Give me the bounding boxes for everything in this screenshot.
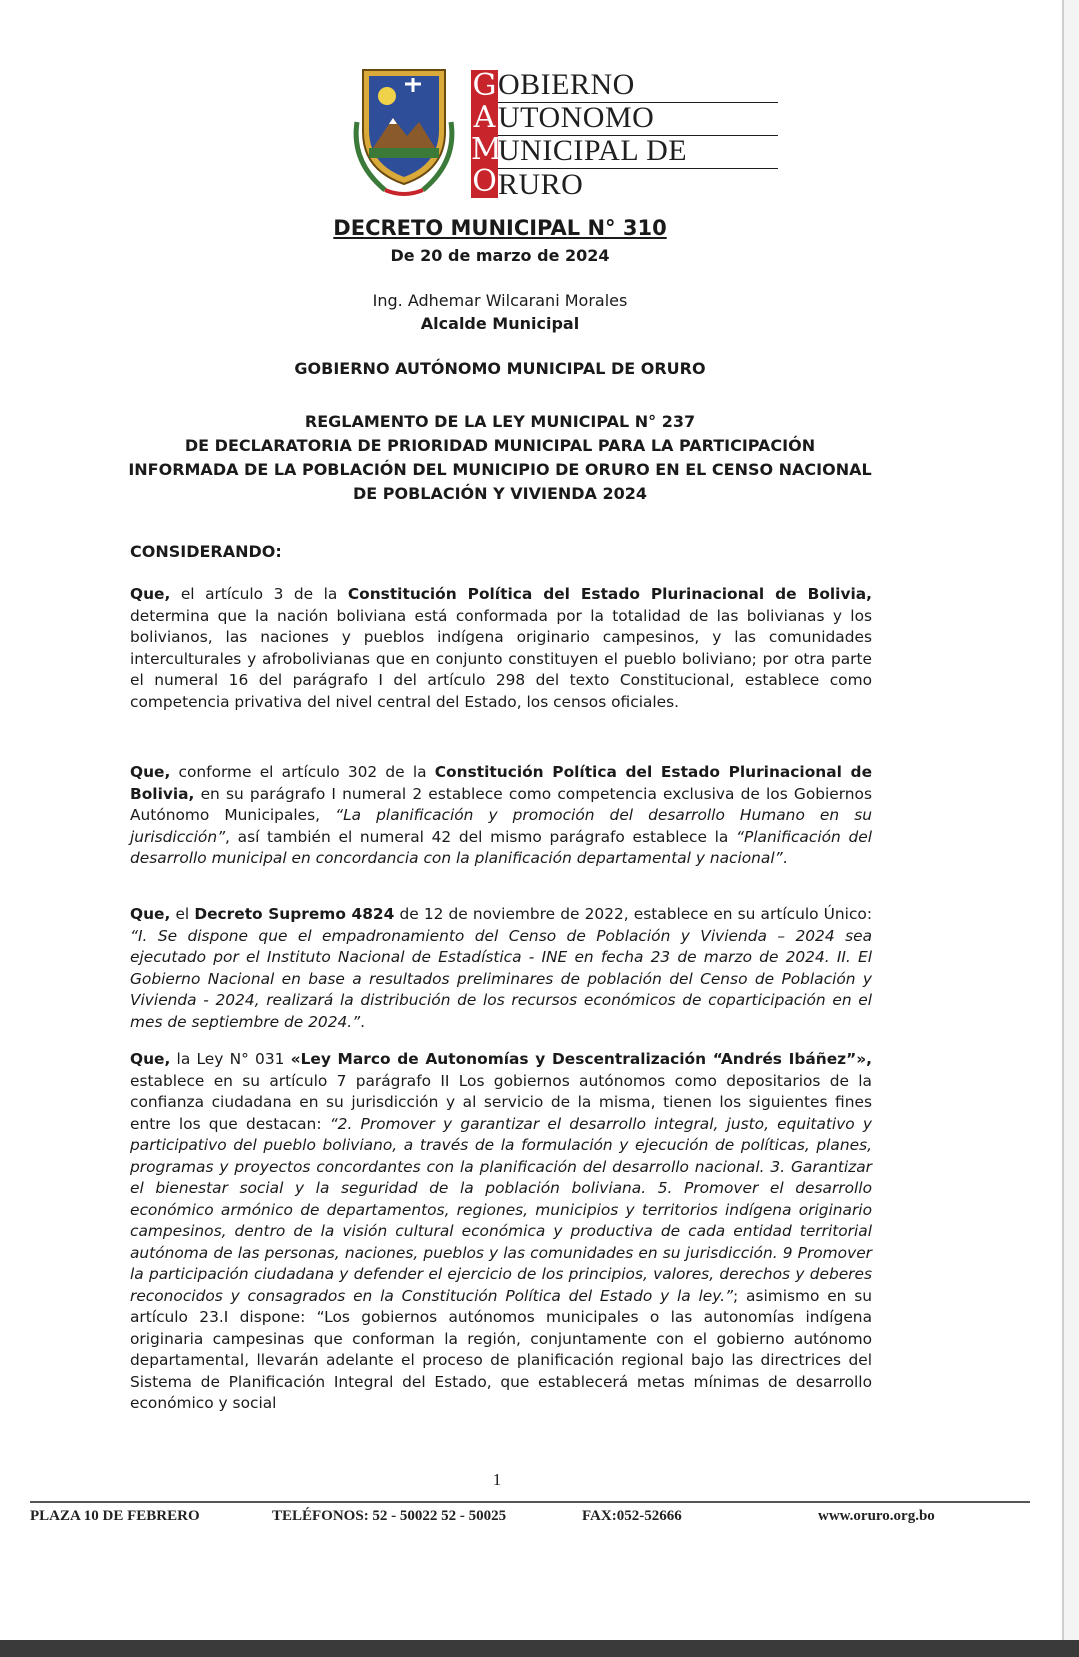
page-edge	[1064, 0, 1079, 1640]
gamo-word: RURO	[498, 168, 584, 201]
mayor-name: Ing. Adhemar Wilcarani Morales	[372, 291, 628, 310]
para-text: ; asimismo en su artículo 23.I dispone: “Los gobiernos autónomos municipales o las autonomías indígena originaria campesinas que conforman la región, conjuntamente con el gobierno autónomo departamental, llevarán adelante el proceso de planificación regional bajo las directrices del Sistema de Planificación Integral del Estado, que establecerá metas mínimas de desarrollo económico y social	[130, 1286, 872, 1412]
para-lead: Que,	[130, 905, 171, 923]
footer-divider	[30, 1501, 1030, 1503]
decree-title: DECRETO MUNICIPAL N° 310	[333, 216, 667, 240]
para-text: el	[170, 905, 195, 923]
para-text: de 12 de noviembre de 2022, establece en su artículo Único:	[394, 905, 873, 923]
para-text: el artículo 3 de la	[170, 585, 348, 603]
considerando-paragraph	[130, 762, 872, 870]
gamo-acronym	[471, 68, 502, 199]
para-lead: Que,	[130, 1050, 171, 1068]
para-text: .	[360, 1012, 366, 1031]
footer-phones: TELÉFONOS: 52 - 50022 52 - 50025	[272, 1508, 507, 1524]
considerando-paragraph	[130, 1049, 872, 1415]
gamo-word: UNICIPAL DE	[498, 136, 778, 169]
regulation-heading	[0, 410, 1000, 506]
para-text: establece en su artículo 7 parágrafo II Los gobiernos autónomos como depositarios de la confianza ciudadana en su jurisdicción y al servicio de la misma, tienen los siguientes fines entre los que destacan:	[130, 1071, 872, 1133]
regulation-line: REGLAMENTO DE LA LEY MUNICIPAL N° 237	[304, 412, 696, 431]
footer-website: www.oruro.org.bo	[818, 1508, 935, 1524]
municipal-coat-of-arms-icon	[345, 62, 463, 200]
considerando-paragraph	[130, 904, 872, 1033]
scan-bottom-edge	[0, 1640, 1079, 1657]
gamo-letter: A	[473, 100, 496, 135]
page-number: 1	[492, 1470, 502, 1489]
footer-fax: FAX:052-52666	[582, 1508, 682, 1524]
para-lead: Que,	[130, 763, 171, 781]
para-quote: “I. Se dispone que el empadronamiento del Censo de Población y Vivienda – 2024 sea ejecutado por el Instituto Nacional de Estadística - INE en fecha 23 de marzo de 2024. II. El Gobierno Nacional en base a resultados preliminares de población del Censo de Población y Vivienda - 2024, realizará la distribución de los recursos económicos de coparticipación en el mes de septiembre de 2024.”	[130, 926, 872, 1031]
gamo-letter: O	[472, 164, 497, 199]
considerando-paragraph	[130, 584, 872, 713]
municipal-logo	[345, 62, 765, 202]
gamo-word: UTONOMO	[498, 103, 778, 136]
gamo-word: OBIERNO	[498, 70, 778, 103]
decree-date: De 20 de marzo de 2024	[390, 246, 610, 265]
gamo-letter: M	[471, 132, 502, 167]
para-lead: Que,	[130, 585, 171, 603]
para-text: determina que la nación boliviana está conformada por la totalidad de las bolivianas y los bolivianos, las naciones y pueblos indígena originario campesinos, y las comunidades interculturales y afrobolivianas que en conjunto constituyen el pueblo boliviano; por otra parte el numeral 16 del parágrafo I del artículo 298 del texto Constitucional, establece como competencia privativa del nivel central del Estado, los censos oficiales.	[130, 606, 872, 711]
para-text: , así también el numeral 42 del mismo parágrafo establece la	[225, 827, 737, 846]
gamo-letter: G	[472, 68, 497, 103]
para-bold: Decreto Supremo 4824	[194, 905, 395, 923]
regulation-line: DE DECLARATORIA DE PRIORIDAD MUNICIPAL PARA LA PARTICIPACIÓN	[184, 436, 816, 455]
para-text: conforme el artículo 302 de la	[170, 763, 435, 781]
gamo-wordmark	[498, 70, 778, 201]
footer-address: PLAZA 10 DE FEBRERO	[30, 1508, 200, 1524]
considerando-heading: CONSIDERANDO:	[130, 542, 282, 561]
para-text: .	[782, 849, 788, 867]
government-name: GOBIERNO AUTÓNOMO MUNICIPAL DE ORURO	[294, 359, 706, 378]
para-bold: «Ley Marco de Autonomías y Descentralización “Andrés Ibáñez”»,	[290, 1050, 873, 1068]
para-text: en su parágrafo I numeral 2 establece como competencia exclusiva de los Gobiernos Autónomo Municipales,	[130, 784, 872, 824]
para-quote: “2. Promover y garantizar el desarrollo integral, justo, equitativo y participativo del pueblo boliviano, a través de la formulación y ejecución de políticas, planes, programas y proyectos concordantes con la planificación del desarrollo nacional. 3. Garantizar el bienestar social y la seguridad de la población boliviana. 5. Promover el desarrollo económico armónico de departamentos, regiones, municipios y territorios indígena originario campesinos, dentro de la visión cultural económica y productiva de cada entidad territorial autónoma de las personas, naciones, pueblos y las comunidades en su jurisdicción. 9 Promover la participación ciudadana y defender el ejercicio de los principios, valores, derechos y deberes reconocidos y consagrados en la Constitución Política del Estado y la ley.”	[130, 1114, 872, 1305]
para-quote: “La planificación y promoción del desarrollo Humano en su jurisdicción”	[130, 806, 872, 846]
regulation-line: DE POBLACIÓN Y VIVIENDA 2024	[352, 484, 648, 503]
para-quote: “Planificación del desarrollo municipal en concordancia con la planificación departamental y nacional”	[130, 827, 872, 867]
para-text: la Ley N° 031	[170, 1050, 291, 1068]
para-bold: Constitución Política del Estado Plurinacional de Bolivia,	[347, 585, 872, 603]
para-bold: Constitución Política del Estado Plurinacional de Bolivia,	[130, 763, 873, 803]
mayor-role: Alcalde Municipal	[420, 314, 580, 333]
regulation-line: INFORMADA DE LA POBLACIÓN DEL MUNICIPIO DE ORURO EN EL CENSO NACIONAL	[128, 460, 872, 479]
